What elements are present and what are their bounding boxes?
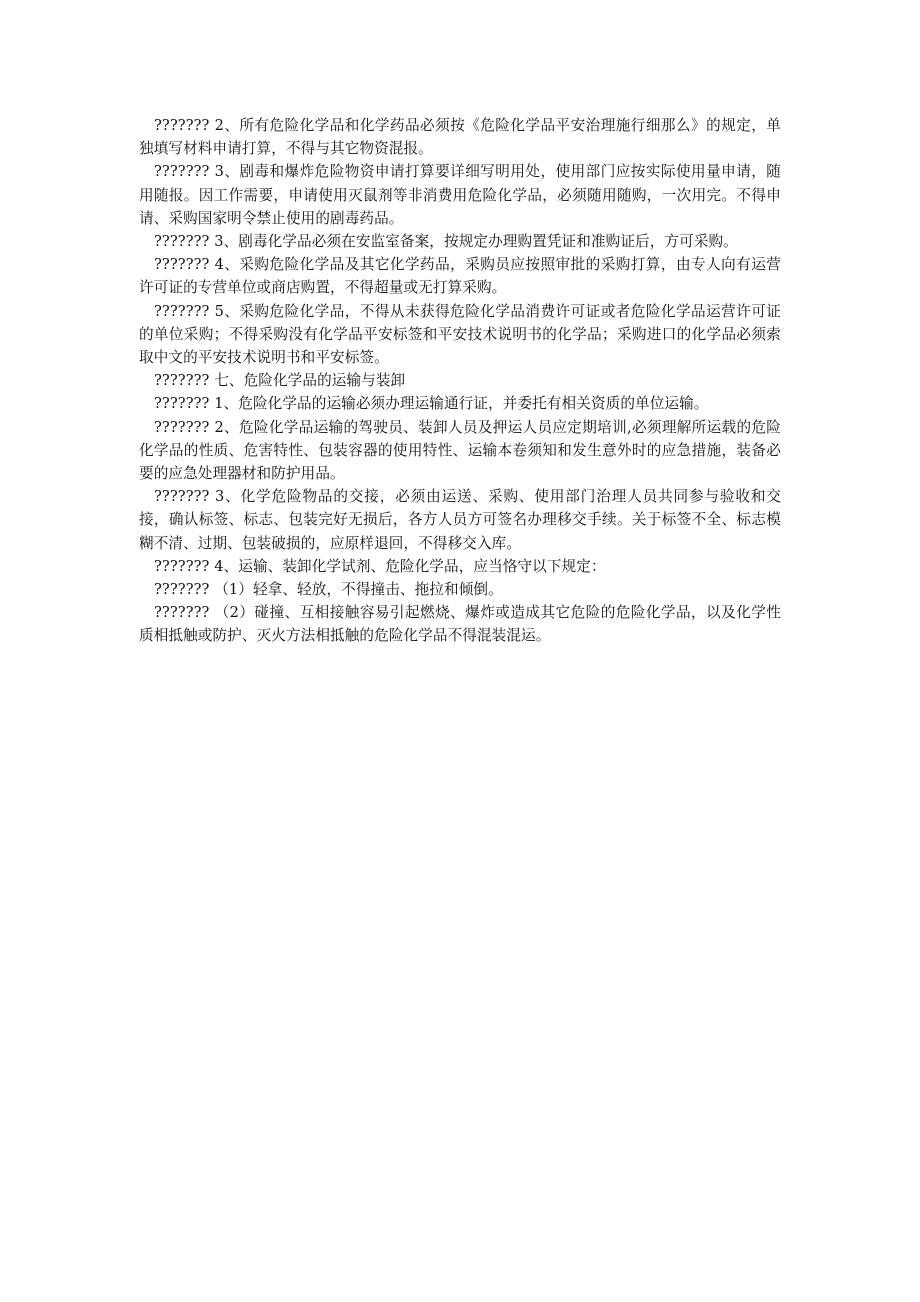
- paragraph: ??????? 4、采购危险化学品及其它化学药品，采购员应按照审批的采购打算，由专人向有运营许可证的专营单位或商店购置，不得超量或无打算采购。: [139, 256, 781, 297]
- paragraph: ??????? 3、剧毒和爆炸危险物资申请打算要详细写明用处，使用部门应按实际使用量申请，随用随报。因工作需要，申请使用灭鼠剂等非消费用危险化学品，必须随用随购，一次用完。不得申请、采购国家明令禁止使用的剧毒药品。: [139, 163, 781, 227]
- paragraph: ??????? 1、危险化学品的运输必须办理运输通行证，并委托有相关资质的单位运输。: [154, 395, 709, 413]
- paragraph: ??????? 4、运输、装卸化学试剂、危险化学品，应当恪守以下规定：: [154, 557, 606, 575]
- list-item: ??????? （1）轻拿、轻放，不得撞击、拖拉和倾倒。: [154, 581, 503, 599]
- paragraph: ??????? 2、所有危险化学品和化学药品必须按《危险化学品平安治理施行细那么》的规定，单独填写材料申请打算，不得与其它物资混报。: [139, 117, 781, 158]
- list-item: ??????? （2）碰撞、互相接触容易引起燃烧、爆炸或造成其它危险的危险化学品，以及化学性质相抵触或防护、灭火方法相抵触的危险化学品不得混装混运。: [139, 604, 781, 645]
- document-body: [139, 114, 781, 648]
- paragraph: ??????? 3、化学危险物品的交接，必须由运送、采购、使用部门治理人员共同参与验收和交接，确认标签、标志、包装完好无损后，各方人员方可签名办理移交手续。关于标签不全、标志模糊不清、过期、包装破损的，应原样退回，不得移交入库。: [139, 488, 781, 552]
- paragraph: ??????? 2、危险化学品运输的驾驶员、装卸人员及押运人员应定期培训,必须理解所运载的危险化学品的性质、危害特性、包装容器的使用特性、运输本卷须知和发生意外时的应急措施，装备必要的应急处理器材和防护用品。: [139, 418, 781, 483]
- paragraph: ??????? 5、采购危险化学品，不得从未获得危险化学品消费许可证或者危险化学品运营许可证的单位采购；不得采购没有化学品平安标签和平安技术说明书的化学品；采购进口的化学品必须索取中文的平安技术说明书和平安标签。: [139, 302, 781, 367]
- section-heading: ??????? 七、危险化学品的运输与装卸: [154, 372, 406, 390]
- paragraph: ??????? 3、剧毒化学品必须在安监室备案，按规定办理购置凭证和准购证后，方可采购。: [154, 233, 738, 251]
